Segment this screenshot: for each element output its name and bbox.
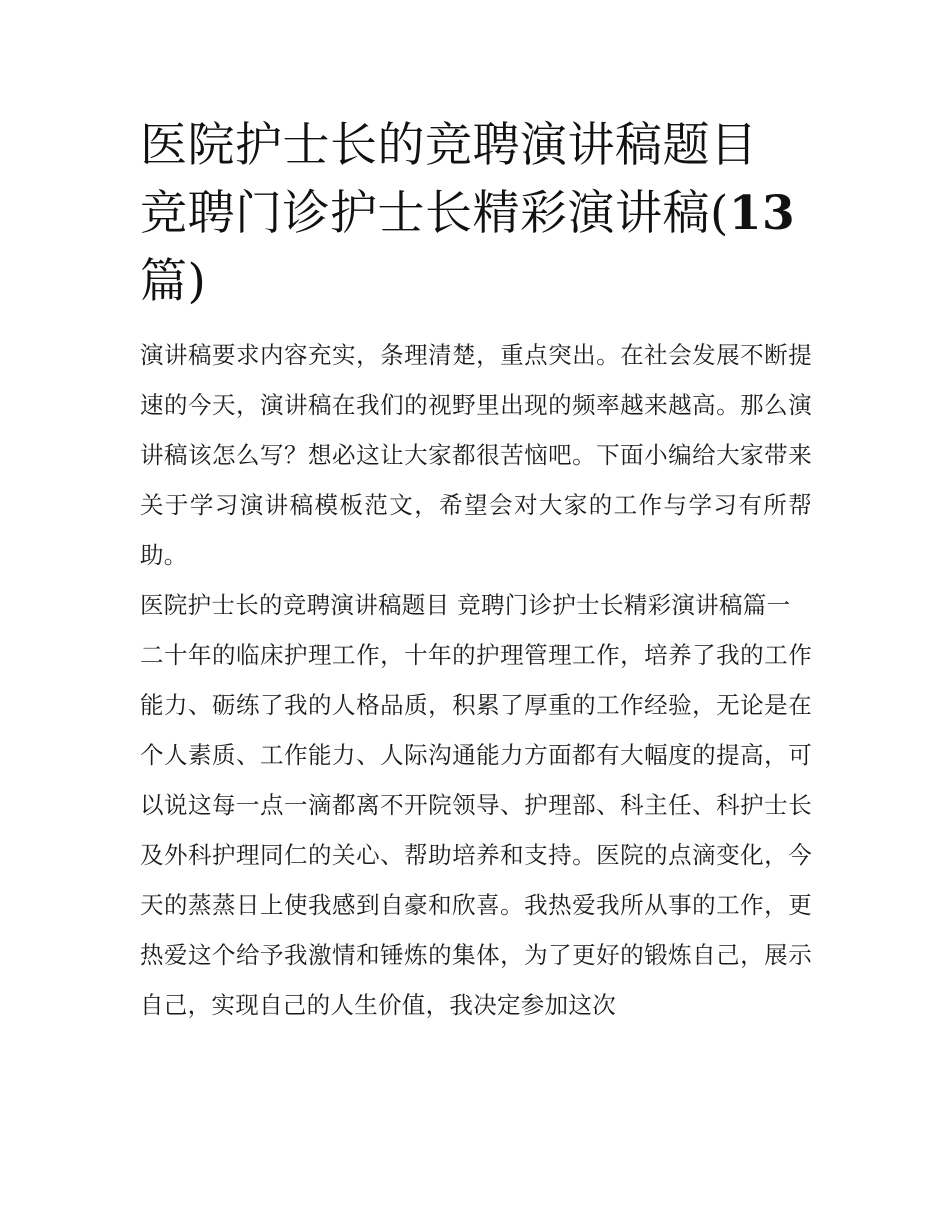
body-paragraph: 二十年的临床护理工作，十年的护理管理工作，培养了我的工作能力、砺练了我的人格品质，积累了厚重的工作经验，无论是在个人素质、工作能力、人际沟通能力方面都有大幅度的提高，可以说这每一点一滴都离不开院领导、护理部、科主任、科护士长及外科护理同仁的关心、帮助培养和支持。医院的点滴变化，今天的蒸蒸日上使我感到自豪和欣喜。我热爱我所从事的工作，更热爱这个给予我激情和锤炼的集体，为了更好的锻炼自己，展示自己，实现自己的人生价值，我决定参加这次 (140, 641, 812, 1019)
intro-paragraph: 演讲稿要求内容充实，条理清楚，重点突出。在社会发展不断提速的今天，演讲稿在我们的视野里出现的频率越来越高。那么演讲稿该怎么写？想必这让大家都很苦恼吧。下面小编给大家带来关于学习演讲稿模板范文，希望会对大家的工作与学习有所帮助。 (140, 341, 812, 569)
document-title (140, 112, 812, 316)
document-page (140, 112, 812, 1030)
section-heading: 医院护士长的竞聘演讲稿题目 竞聘门诊护士长精彩演讲稿篇一 (140, 591, 791, 619)
title-count: 13 (728, 186, 796, 241)
title-text: 医院护士长的竞聘演讲稿题目 竞聘门诊护士长精彩演讲稿( (140, 118, 758, 241)
title-suffix: 篇) (140, 254, 207, 309)
